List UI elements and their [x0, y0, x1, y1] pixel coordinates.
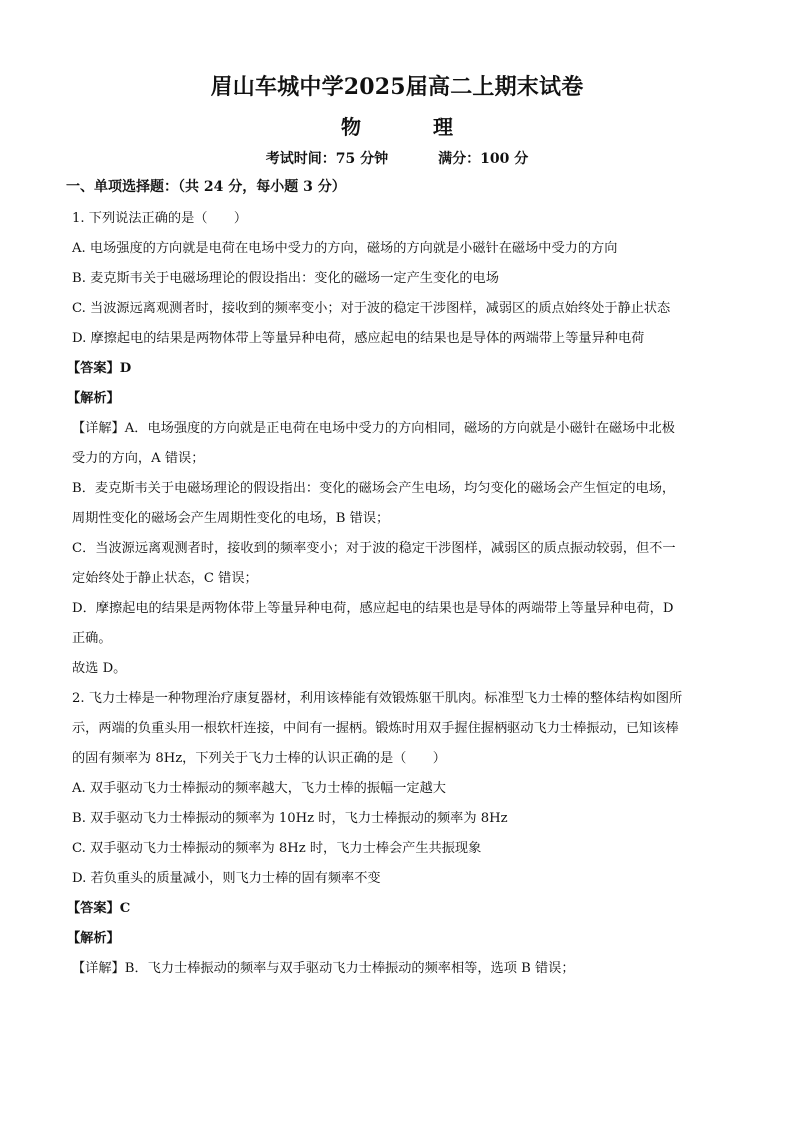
answer-label: 【答案】C	[67, 901, 131, 916]
text-line: 【详解】B．飞力士棒振动的频率与双手驱动飞力士棒振动的频率相等，选项 B 错误；	[72, 961, 575, 976]
text-line: B．麦克斯韦关于电磁场理论的假设指出：变化的磁场会产生电场，均匀变化的磁场会产生恒定的电场，	[72, 481, 676, 496]
text-line: 示，两端的负重头用一根软杆连接，中间有一握柄。锻炼时用双手握住握柄驱动飞力士棒振动，已知该棒	[72, 721, 679, 736]
exam-meta	[0, 148, 794, 168]
analysis-label: 【解析】	[67, 931, 120, 946]
exam-title: 眉山车城中学2025届高二上期末试卷	[210, 74, 584, 100]
text-line: C．当波源远离观测者时，接收到的频率变小；对于波的稳定干涉图样，减弱区的质点振动较弱，但不一	[72, 541, 676, 556]
text-line: 故选 D。	[72, 661, 127, 676]
subject-heading	[0, 111, 794, 140]
exam-time: 考试时间：75 分钟	[265, 151, 389, 167]
subject-char-left: 物	[341, 115, 361, 139]
text-line: A. 双手驱动飞力士棒振动的频率越大，飞力士棒的振幅一定越大	[72, 781, 446, 796]
question-content	[67, 204, 724, 984]
text-line: 周期性变化的磁场会产生周期性变化的电场，B 错误；	[72, 511, 390, 526]
subject-char-right: 理	[433, 115, 453, 139]
exam-score: 满分：100 分	[438, 151, 529, 167]
text-line: B. 双手驱动飞力士棒振动的频率为 10Hz 时，飞力士棒振动的频率为 8Hz	[72, 811, 508, 826]
text-line: 正确。	[72, 631, 112, 646]
text-line: 2. 飞力士棒是一种物理治疗康复器材，利用该棒能有效锻炼躯干肌肉。标准型飞力士棒的整体结构如图所	[72, 691, 683, 706]
text-line: B. 麦克斯韦关于电磁场理论的假设指出：变化的磁场一定产生变化的电场	[72, 271, 499, 286]
text-line: 受力的方向，A 错误；	[72, 451, 205, 466]
text-line: C. 双手驱动飞力士棒振动的频率为 8Hz 时，飞力士棒会产生共振现象	[72, 841, 482, 856]
text-line: 的固有频率为 8Hz，下列关于飞力士棒的认识正确的是（ ）	[72, 751, 446, 766]
text-line: 【详解】A．电场强度的方向就是正电荷在电场中受力的方向相同，磁场的方向就是小磁针在磁场中北极	[72, 421, 675, 436]
answer-label: 【答案】D	[67, 361, 132, 376]
section-title: 一、单项选择题：（共 24 分，每小题 3 分）	[66, 179, 346, 195]
text-line: 定始终处于静止状态，C 错误；	[72, 571, 258, 586]
analysis-label: 【解析】	[67, 391, 120, 406]
text-line: A. 电场强度的方向就是电荷在电场中受力的方向，磁场的方向就是小磁针在磁场中受力的方向	[72, 241, 618, 256]
text-line: D．摩擦起电的结果是两物体带上等量异种电荷，感应起电的结果也是导体的两端带上等量异种电荷，D	[72, 601, 674, 616]
text-line: 1. 下列说法正确的是（ ）	[72, 211, 248, 226]
text-line: C. 当波源远离观测者时，接收到的频率变小；对于波的稳定干涉图样，减弱区的质点始终处于静止状态	[72, 301, 671, 316]
text-line: D. 摩擦起电的结果是两物体带上等量异种电荷，感应起电的结果也是导体的两端带上等量异种电荷	[72, 331, 645, 346]
text-line: D. 若负重头的质量减小，则飞力士棒的固有频率不变	[72, 871, 381, 886]
